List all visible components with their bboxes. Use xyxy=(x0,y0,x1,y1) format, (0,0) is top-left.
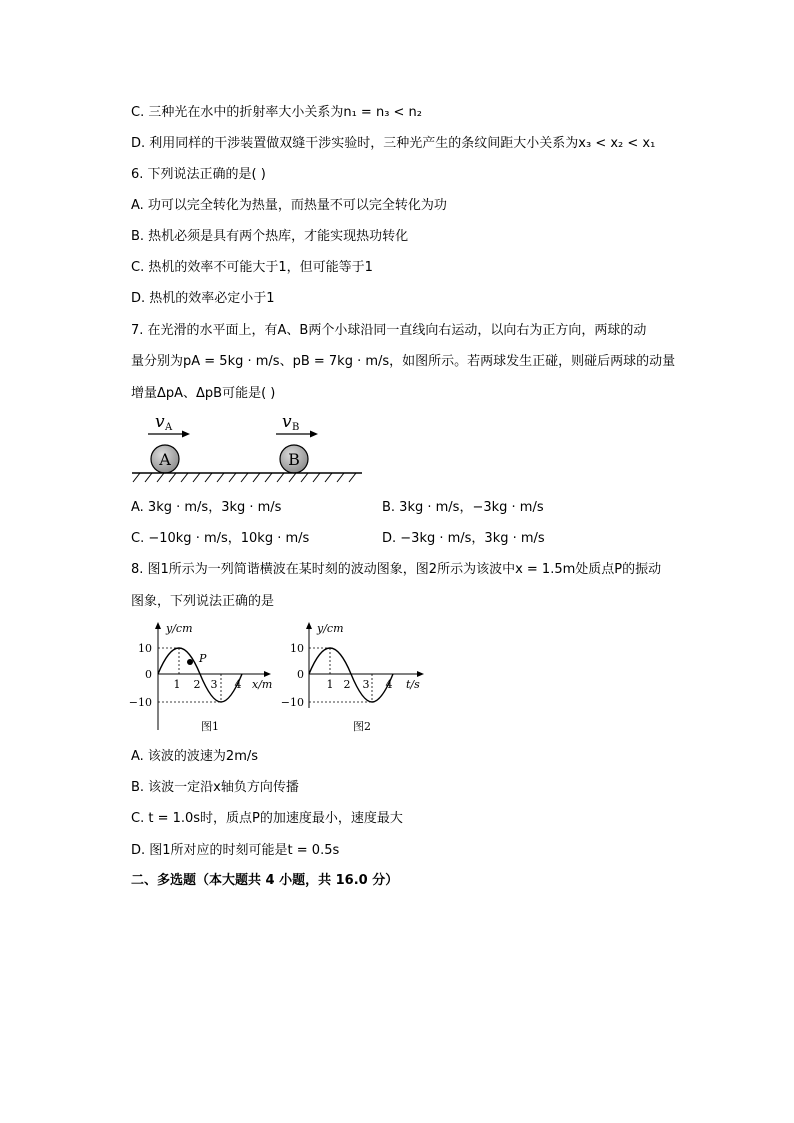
ball-b-label: B xyxy=(288,450,300,469)
fig1-xtick-1: 1 xyxy=(173,678,181,691)
q7-option-b: B. 3kg · m/s，−3kg · m/s xyxy=(382,500,544,515)
fig2-xtick-1: 1 xyxy=(326,678,334,691)
section-2-heading: 二、多选题（本大题共 4 小题，共 16.0 分） xyxy=(131,873,399,888)
fig2-xlabel: t/s xyxy=(406,678,420,691)
q8-option-a: A. 该波的波速为2m/s xyxy=(131,749,259,764)
ground-hatching xyxy=(133,473,356,482)
vb-arrow-head xyxy=(310,431,318,438)
fig2-ylabel: y/cm xyxy=(317,622,344,635)
fig1-xtick-2: 2 xyxy=(193,678,201,691)
fig2-xtick-2: 2 xyxy=(343,678,351,691)
q8-option-d: D. 图1所对应的时刻可能是t = 0.5s xyxy=(131,843,340,858)
q7-stem-line2: 量分别为pA = 5kg · m/s、pB = 7kg · m/s，如图所示。若两球发生正碰，则碰后两球的动量 xyxy=(131,354,676,369)
q8-option-c: C. t = 1.0s时，质点P的加速度最小，速度最大 xyxy=(131,811,403,826)
q7-option-c: C. −10kg · m/s，10kg · m/s xyxy=(131,531,310,546)
fig1-ytick-neg10: −10 xyxy=(128,696,152,709)
q6-option-d: D. 热机的效率必定小于1 xyxy=(131,291,275,306)
vb-subscript: B xyxy=(292,422,300,433)
va-subscript: A xyxy=(165,422,173,433)
q5-option-d: D. 利用同样的干涉装置做双缝干涉实验时，三种光产生的条纹间距大小关系为x₃ < x₂ < x₁ xyxy=(131,136,656,151)
q5-option-c: C. 三种光在水中的折射率大小关系为n₁ = n₃ < n₂ xyxy=(131,105,423,120)
va-arrow-head xyxy=(182,431,190,438)
fig1-point-p-label: P xyxy=(199,652,207,665)
fig1-xlabel: x/m xyxy=(252,678,273,691)
q7-stem-line3: 增量ΔpA、ΔpB可能是( ) xyxy=(131,386,276,401)
fig1-ytick-0: 0 xyxy=(145,668,152,681)
fig1-point-p xyxy=(187,659,193,665)
ball-a-label: A xyxy=(159,450,171,469)
fig1-ylabel: y/cm xyxy=(166,622,193,635)
fig1-xtick-4: 4 xyxy=(234,678,242,691)
fig2-xtick-4: 4 xyxy=(385,678,393,691)
q7-stem-line1: 7. 在光滑的水平面上，有A、B两个小球沿同一直线向右运动，以向右为正方向，两球的动 xyxy=(131,323,647,338)
q6-option-a: A. 功可以完全转化为热量，而热量不可以完全转化为功 xyxy=(131,198,447,213)
q8-stem-line1: 8. 图1所示为一列简谐横波在某时刻的波动图象，图2所示为该波中x = 1.5m处质点P的振动 xyxy=(131,562,662,577)
fig1-xtick-3: 3 xyxy=(210,678,218,691)
q7-option-d: D. −3kg · m/s，3kg · m/s xyxy=(382,531,545,546)
q6-option-c: C. 热机的效率不可能大于1，但可能等于1 xyxy=(131,260,373,275)
fig2-caption: 图2 xyxy=(353,720,371,733)
va-label: v xyxy=(155,412,165,432)
q8-option-b: B. 该波一定沿x轴负方向传播 xyxy=(131,780,299,795)
fig1-ytick-10: 10 xyxy=(138,642,152,655)
q6-stem: 6. 下列说法正确的是( ) xyxy=(131,167,266,182)
fig2-vibration-curve xyxy=(309,648,393,702)
q8-figure1-wave xyxy=(126,618,276,736)
q7-figure-balls xyxy=(128,410,368,488)
q6-option-b: B. 热机必须是具有两个热库，才能实现热功转化 xyxy=(131,229,409,244)
fig1-caption: 图1 xyxy=(201,720,219,733)
fig2-ytick-10: 10 xyxy=(290,642,304,655)
fig2-xtick-3: 3 xyxy=(362,678,370,691)
q8-figure2-vibration xyxy=(280,618,434,736)
q7-option-a: A. 3kg · m/s，3kg · m/s xyxy=(131,500,282,515)
fig2-ytick-0: 0 xyxy=(297,668,304,681)
vb-label: v xyxy=(282,412,292,432)
fig2-ytick-neg10: −10 xyxy=(280,696,304,709)
q8-stem-line2: 图象，下列说法正确的是 xyxy=(131,594,275,609)
